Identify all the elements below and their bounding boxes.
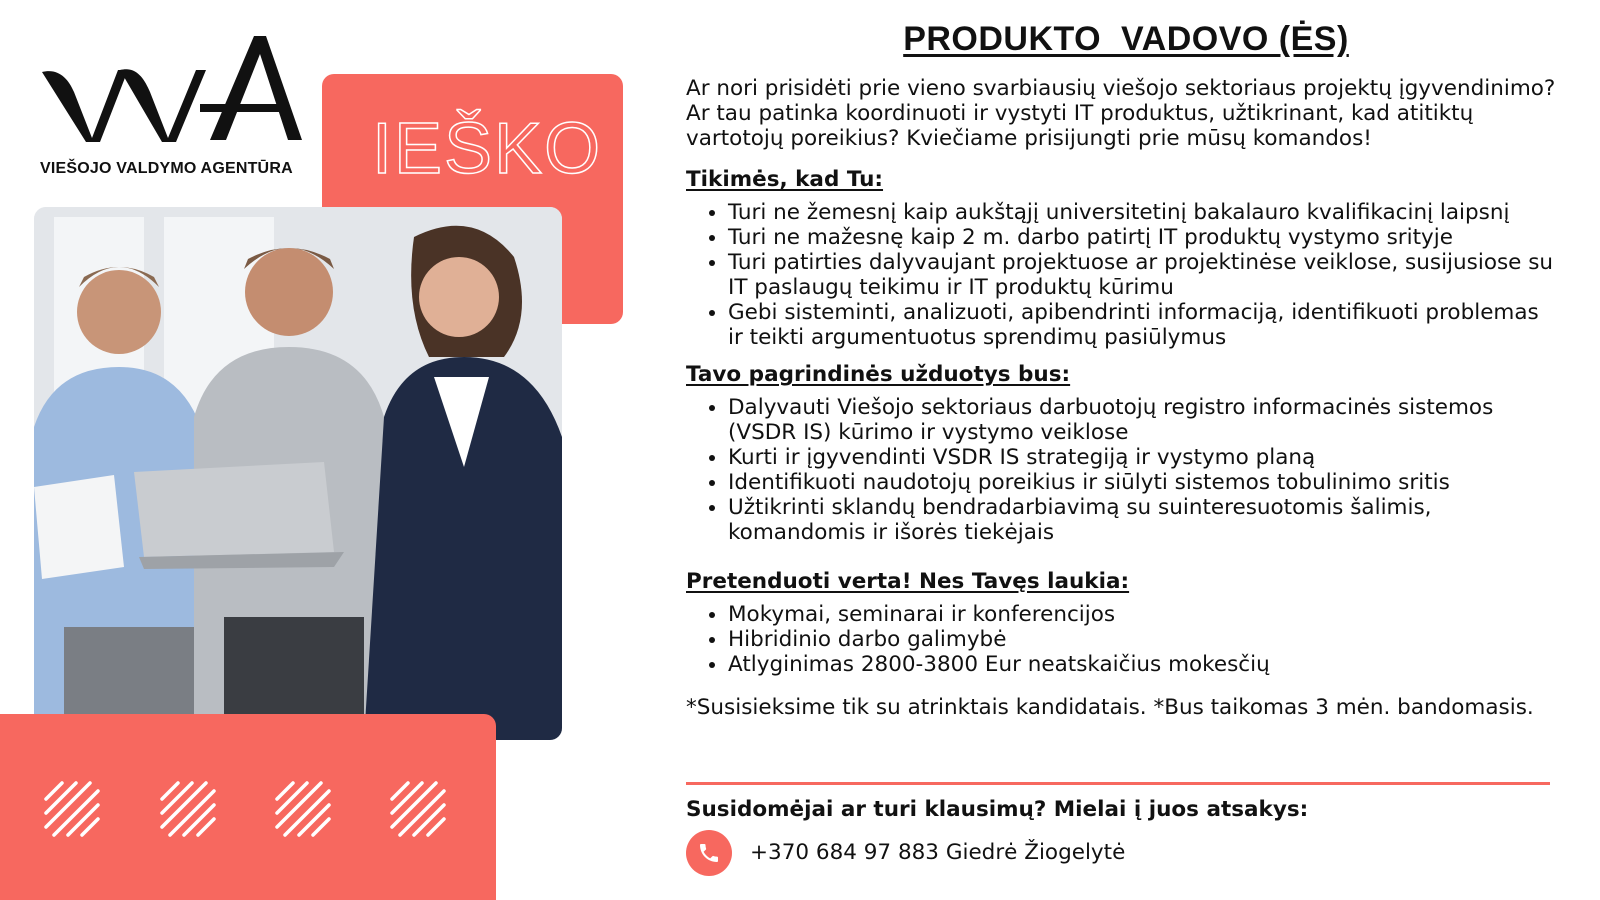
tasks-heading: Tavo pagrindinės užduotys bus: <box>686 362 1071 387</box>
requirements-heading: Tikimės, kad Tu: <box>686 167 884 192</box>
list-item: • Turi ne žemesnį kaip aukštąjį universitetinį bakalauro kvalifikacinį laipsnį <box>728 200 1556 225</box>
tasks-list <box>686 395 1556 545</box>
list-item: • Hibridinio darbo galimybė <box>728 627 1556 652</box>
list-item: • Kurti ir įgyvendinti VSDR IS strategiją ir vystymo planą <box>728 445 1556 470</box>
list-item: • Turi ne mažesnę kaip 2 m. darbo patirtį IT produktų vystymo srityje <box>728 225 1556 250</box>
job-description <box>686 76 1556 720</box>
badge-text: IEŠKO <box>372 109 603 189</box>
list-item: • Atlyginimas 2800-3800 Eur neatskaičius mokesčių <box>728 652 1556 677</box>
job-title: PRODUKTO VADOVO (ĖS) <box>903 20 1349 58</box>
divider <box>686 782 1550 785</box>
diagonal-stripes-icon <box>273 779 333 839</box>
benefits-list <box>686 602 1556 677</box>
requirements-list <box>686 200 1556 350</box>
footnote: *Susisieksime tik su atrinktais kandidatais. *Bus taikomas 3 mėn. bandomasis. <box>686 695 1534 720</box>
diagonal-stripes-icon <box>388 779 448 839</box>
contact-question: Susidomėjai ar turi klausimų? Mielai į juos atsakys: <box>686 797 1309 822</box>
agency-name: VIEŠOJO VALDYMO AGENTŪRA <box>40 160 293 177</box>
list-item: • Gebi sisteminti, analizuoti, apibendrinti informaciją, identifikuoti problemas ir teikti argumentuotus sprendimų pasiūlymus <box>728 300 1556 350</box>
diagonal-stripes-icon <box>158 779 218 839</box>
list-item: • Mokymai, seminarai ir konferencijos <box>728 602 1556 627</box>
list-item: • Dalyvauti Viešojo sektoriaus darbuotojų registro informacinės sistemos (VSDR IS) kūrimo ir vystymo veiklose <box>728 395 1556 445</box>
benefits-heading: Pretenduoti verta! Nes Tavęs laukia: <box>686 569 1130 594</box>
list-item: • Identifikuoti naudotojų poreikius ir siūlyti sistemos tobulinimo sritis <box>728 470 1556 495</box>
diagonal-stripes-icon <box>42 779 102 839</box>
office-team-photo <box>34 207 562 740</box>
contact-phone[interactable]: +370 684 97 883 Giedrė Žiogelytė <box>750 840 1126 865</box>
phone-icon[interactable] <box>686 830 732 876</box>
intro-text: Ar nori prisidėti prie vieno svarbiausių viešojo sektoriaus projektų įgyvendinimo? Ar tau patinka koordinuoti ir vystyti IT produktus, užtikrinant, kad atitiktų vartotojų poreikius? Kviečiame prisijungti prie mūsų komandos! <box>686 76 1556 151</box>
list-item: • Turi patirties dalyvaujant projektuose ar projektinėse veiklose, susijusiose su IT paslaugų teikimu ir IT produktų kūrimu <box>728 250 1556 300</box>
list-item: • Užtikrinti sklandų bendradarbiavimą su suinteresuotomis šalimis, komandomis ir išorės tiekėjais <box>728 495 1556 545</box>
